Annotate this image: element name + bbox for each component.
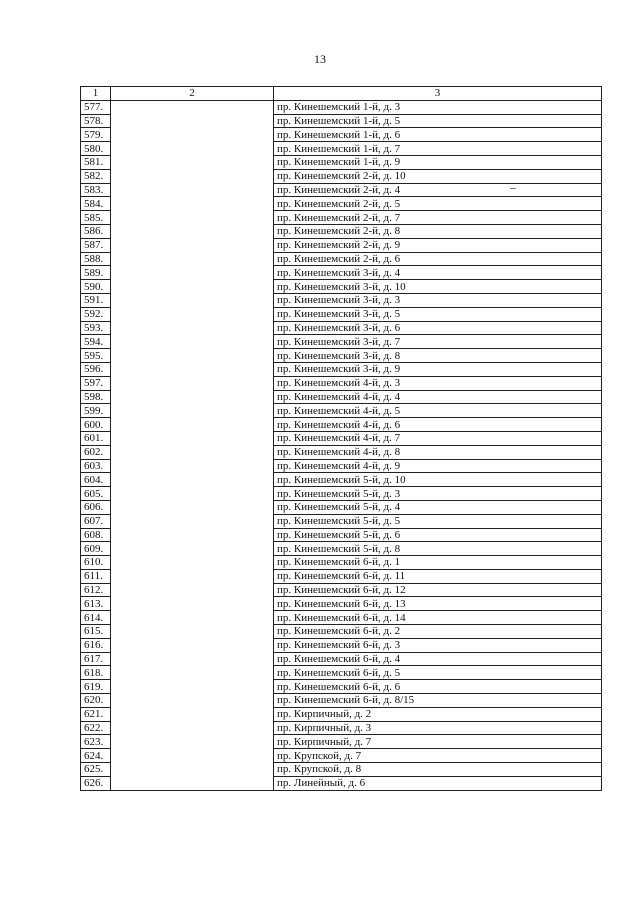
row-number: 601. [81, 431, 111, 445]
row-number: 606. [81, 500, 111, 514]
row-number: 614. [81, 611, 111, 625]
row-empty-cell [111, 100, 274, 114]
row-address: пр. Кинешемский 5-й, д. 4 [274, 500, 602, 514]
row-address: пр. Кирпичный, д. 2 [274, 707, 602, 721]
row-number: 615. [81, 625, 111, 639]
row-empty-cell [111, 569, 274, 583]
header-col-3: 3 [274, 87, 602, 101]
row-address: пр. Кинешемский 2-й, д. 7 [274, 211, 602, 225]
table-row [81, 266, 602, 280]
table-row [81, 763, 602, 777]
row-number: 621. [81, 707, 111, 721]
row-empty-cell [111, 114, 274, 128]
row-number: 590. [81, 280, 111, 294]
row-number: 619. [81, 680, 111, 694]
row-empty-cell [111, 197, 274, 211]
row-address: пр. Кинешемский 3-й, д. 5 [274, 307, 602, 321]
row-number: 593. [81, 321, 111, 335]
table-row [81, 473, 602, 487]
row-empty-cell [111, 390, 274, 404]
row-empty-cell [111, 776, 274, 790]
row-empty-cell [111, 597, 274, 611]
header-col-1: 1 [81, 87, 111, 101]
row-empty-cell [111, 583, 274, 597]
table-row [81, 100, 602, 114]
row-number: 579. [81, 128, 111, 142]
row-address: пр. Кинешемский 1-й, д. 7 [274, 142, 602, 156]
row-number: 613. [81, 597, 111, 611]
row-number: 604. [81, 473, 111, 487]
row-number: 587. [81, 238, 111, 252]
row-address: пр. Линейный, д. 6 [274, 776, 602, 790]
row-empty-cell [111, 542, 274, 556]
row-empty-cell [111, 487, 274, 501]
row-number: 598. [81, 390, 111, 404]
row-address: пр. Кинешемский 6-й, д. 3 [274, 638, 602, 652]
row-number: 588. [81, 252, 111, 266]
row-number: 591. [81, 293, 111, 307]
row-number: 609. [81, 542, 111, 556]
row-empty-cell [111, 349, 274, 363]
row-empty-cell [111, 514, 274, 528]
row-address: пр. Кинешемский 3-й, д. 8 [274, 349, 602, 363]
table-row [81, 597, 602, 611]
row-address: пр. Кинешемский 1-й, д. 6 [274, 128, 602, 142]
row-address: пр. Кинешемский 4-й, д. 3 [274, 376, 602, 390]
table-row [81, 487, 602, 501]
row-empty-cell [111, 128, 274, 142]
row-empty-cell [111, 418, 274, 432]
row-number: 594. [81, 335, 111, 349]
row-address: пр. Кинешемский 5-й, д. 3 [274, 487, 602, 501]
row-address: пр. Кинешемский 2-й, д. 4 [274, 183, 602, 197]
table-row [81, 749, 602, 763]
table-row [81, 542, 602, 556]
table-row [81, 418, 602, 432]
table-row [81, 735, 602, 749]
row-empty-cell [111, 155, 274, 169]
row-number: 603. [81, 459, 111, 473]
row-empty-cell [111, 528, 274, 542]
row-number: 596. [81, 362, 111, 376]
row-number: 583. [81, 183, 111, 197]
row-empty-cell [111, 638, 274, 652]
table-row [81, 680, 602, 694]
table-row [81, 638, 602, 652]
table-row [81, 155, 602, 169]
table-row [81, 514, 602, 528]
row-address: пр. Крупской, д. 7 [274, 749, 602, 763]
row-address: пр. Кинешемский 6-й, д. 14 [274, 611, 602, 625]
row-empty-cell [111, 252, 274, 266]
row-number: 602. [81, 445, 111, 459]
address-table [80, 86, 602, 791]
row-empty-cell [111, 459, 274, 473]
row-empty-cell [111, 362, 274, 376]
row-address: пр. Кинешемский 3-й, д. 6 [274, 321, 602, 335]
row-empty-cell [111, 500, 274, 514]
row-empty-cell [111, 735, 274, 749]
row-number: 626. [81, 776, 111, 790]
row-number: 622. [81, 721, 111, 735]
table-row [81, 625, 602, 639]
table-row [81, 321, 602, 335]
table-row [81, 114, 602, 128]
row-address: пр. Кинешемский 3-й, д. 7 [274, 335, 602, 349]
table-row [81, 224, 602, 238]
row-number: 623. [81, 735, 111, 749]
table-row [81, 183, 602, 197]
row-empty-cell [111, 556, 274, 570]
row-empty-cell [111, 335, 274, 349]
row-address: пр. Кинешемский 4-й, д. 8 [274, 445, 602, 459]
row-address: пр. Кинешемский 2-й, д. 9 [274, 238, 602, 252]
row-address: пр. Кинешемский 6-й, д. 6 [274, 680, 602, 694]
table-row [81, 776, 602, 790]
row-empty-cell [111, 321, 274, 335]
table-row [81, 252, 602, 266]
table-row [81, 349, 602, 363]
row-address: пр. Кинешемский 3-й, д. 10 [274, 280, 602, 294]
scan-speck [510, 188, 516, 189]
row-empty-cell [111, 404, 274, 418]
row-number: 580. [81, 142, 111, 156]
table-header-row [81, 87, 602, 101]
table-row [81, 652, 602, 666]
row-address: пр. Кинешемский 2-й, д. 8 [274, 224, 602, 238]
table-row [81, 335, 602, 349]
row-address: пр. Кинешемский 6-й, д. 13 [274, 597, 602, 611]
row-address: пр. Кинешемский 4-й, д. 9 [274, 459, 602, 473]
table-row [81, 707, 602, 721]
table-row [81, 211, 602, 225]
row-address: пр. Крупской, д. 8 [274, 763, 602, 777]
row-address: пр. Кинешемский 1-й, д. 3 [274, 100, 602, 114]
row-address: пр. Кинешемский 6-й, д. 2 [274, 625, 602, 639]
row-address: пр. Кинешемский 6-й, д. 4 [274, 652, 602, 666]
row-address: пр. Кинешемский 1-й, д. 9 [274, 155, 602, 169]
row-number: 577. [81, 100, 111, 114]
row-empty-cell [111, 625, 274, 639]
table-row [81, 376, 602, 390]
row-address: пр. Кинешемский 4-й, д. 6 [274, 418, 602, 432]
table-row [81, 197, 602, 211]
table-row [81, 445, 602, 459]
table-row [81, 528, 602, 542]
row-address: пр. Кинешемский 4-й, д. 4 [274, 390, 602, 404]
table-row [81, 128, 602, 142]
row-empty-cell [111, 652, 274, 666]
row-address: пр. Кинешемский 5-й, д. 8 [274, 542, 602, 556]
row-empty-cell [111, 445, 274, 459]
table-row [81, 404, 602, 418]
table-row [81, 556, 602, 570]
row-address: пр. Кинешемский 6-й, д. 12 [274, 583, 602, 597]
row-empty-cell [111, 666, 274, 680]
row-address: пр. Кирпичный, д. 3 [274, 721, 602, 735]
row-empty-cell [111, 680, 274, 694]
row-empty-cell [111, 749, 274, 763]
row-empty-cell [111, 473, 274, 487]
row-empty-cell [111, 431, 274, 445]
row-address: пр. Кинешемский 3-й, д. 9 [274, 362, 602, 376]
row-number: 589. [81, 266, 111, 280]
row-number: 612. [81, 583, 111, 597]
table-row [81, 293, 602, 307]
row-number: 611. [81, 569, 111, 583]
row-empty-cell [111, 280, 274, 294]
table-row [81, 169, 602, 183]
row-number: 586. [81, 224, 111, 238]
row-number: 617. [81, 652, 111, 666]
table-row [81, 431, 602, 445]
row-address: пр. Кинешемский 4-й, д. 7 [274, 431, 602, 445]
row-number: 607. [81, 514, 111, 528]
row-number: 599. [81, 404, 111, 418]
table-row [81, 238, 602, 252]
row-number: 616. [81, 638, 111, 652]
row-empty-cell [111, 694, 274, 708]
row-empty-cell [111, 266, 274, 280]
table-row [81, 666, 602, 680]
row-number: 618. [81, 666, 111, 680]
row-address: пр. Кинешемский 3-й, д. 4 [274, 266, 602, 280]
row-number: 581. [81, 155, 111, 169]
row-address: пр. Кинешемский 2-й, д. 6 [274, 252, 602, 266]
row-address: пр. Кинешемский 2-й, д. 5 [274, 197, 602, 211]
row-address: пр. Кинешемский 5-й, д. 6 [274, 528, 602, 542]
table-row [81, 583, 602, 597]
row-empty-cell [111, 721, 274, 735]
table-row [81, 390, 602, 404]
row-empty-cell [111, 763, 274, 777]
row-number: 624. [81, 749, 111, 763]
row-empty-cell [111, 293, 274, 307]
table-row [81, 459, 602, 473]
row-empty-cell [111, 376, 274, 390]
row-number: 595. [81, 349, 111, 363]
row-number: 600. [81, 418, 111, 432]
row-empty-cell [111, 707, 274, 721]
row-number: 620. [81, 694, 111, 708]
row-number: 608. [81, 528, 111, 542]
row-empty-cell [111, 183, 274, 197]
row-empty-cell [111, 169, 274, 183]
table-row [81, 569, 602, 583]
row-empty-cell [111, 238, 274, 252]
row-address: пр. Кинешемский 3-й, д. 3 [274, 293, 602, 307]
row-address: пр. Кинешемский 1-й, д. 5 [274, 114, 602, 128]
table-row [81, 611, 602, 625]
row-address: пр. Кинешемский 2-й, д. 10 [274, 169, 602, 183]
header-col-2: 2 [111, 87, 274, 101]
row-empty-cell [111, 142, 274, 156]
table-row [81, 500, 602, 514]
row-number: 585. [81, 211, 111, 225]
table-row [81, 694, 602, 708]
table-row [81, 721, 602, 735]
row-number: 625. [81, 763, 111, 777]
row-number: 605. [81, 487, 111, 501]
table-row [81, 142, 602, 156]
row-number: 597. [81, 376, 111, 390]
row-number: 578. [81, 114, 111, 128]
row-empty-cell [111, 611, 274, 625]
row-address: пр. Кинешемский 6-й, д. 11 [274, 569, 602, 583]
table-body [81, 100, 602, 790]
row-number: 582. [81, 169, 111, 183]
table-row [81, 362, 602, 376]
row-number: 592. [81, 307, 111, 321]
row-address: пр. Кинешемский 5-й, д. 5 [274, 514, 602, 528]
row-address: пр. Кинешемский 4-й, д. 5 [274, 404, 602, 418]
row-empty-cell [111, 224, 274, 238]
row-address: пр. Кинешемский 6-й, д. 5 [274, 666, 602, 680]
row-address: пр. Кинешемский 5-й, д. 10 [274, 473, 602, 487]
page-number: 13 [314, 52, 326, 66]
row-number: 584. [81, 197, 111, 211]
row-empty-cell [111, 307, 274, 321]
table-row [81, 307, 602, 321]
table-row [81, 280, 602, 294]
row-address: пр. Кинешемский 6-й, д. 1 [274, 556, 602, 570]
row-address: пр. Кирпичный, д. 7 [274, 735, 602, 749]
row-empty-cell [111, 211, 274, 225]
row-address: пр. Кинешемский 6-й, д. 8/15 [274, 694, 602, 708]
row-number: 610. [81, 556, 111, 570]
